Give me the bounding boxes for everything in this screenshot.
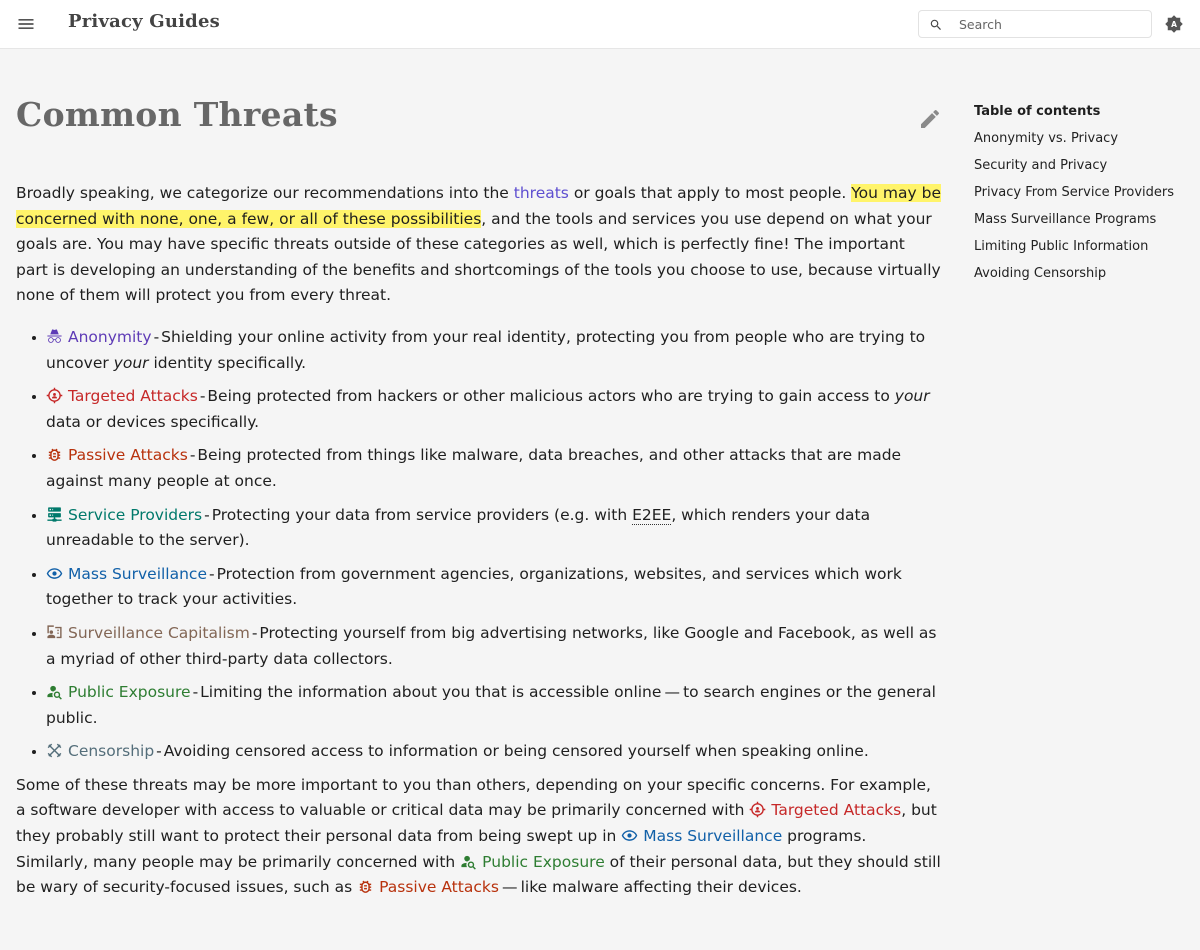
- eye-outline-icon: [621, 827, 638, 844]
- account-cash-icon: [46, 624, 63, 641]
- threat-list: [16, 325, 941, 765]
- intro-paragraph: Broadly speaking, we categorize our recommendations into the threats or goals that apply to most people. You may be concerned with none, one, a few, or all of these possibilities, and the tools and services you use depend on what your goals are. You may have specific threats outside of these categories as well, which is perfectly fine! The important part is developing an understanding of the benefits and shortcomings of the tools you choose to use, because virtually none of them will protect you from every threat.: [16, 184, 941, 305]
- highlighted-text: You may be concerned with none, one, a few, or all of these possibilities: [16, 184, 941, 228]
- menu-icon[interactable]: [16, 14, 36, 34]
- bug-icon: [46, 446, 63, 463]
- mass-surveillance-link[interactable]: Mass Surveillance: [46, 565, 207, 583]
- toc-item-privacy-from-service-providers[interactable]: Privacy From Service Providers: [974, 185, 1175, 200]
- eye-outline-icon: [46, 565, 63, 582]
- threat-item-surveillance-capitalism: Surveillance Capitalism - Protecting yourself from big advertising networks, like Google and Facebook, as well as a myriad of other third-party data collectors.: [16, 621, 941, 672]
- table-of-contents: [974, 103, 1190, 292]
- threat-item-service-providers: Service Providers - Protecting your data from service providers (e.g. with E2EE, which renders your data unreadable to the server).: [16, 503, 941, 554]
- account-search-icon: [460, 853, 477, 870]
- threat-item-public-exposure: Public Exposure - Limiting the information about you that is accessible online — to search engines or the general public.: [16, 680, 941, 731]
- incognito-icon: [46, 328, 63, 345]
- passive-attacks-link[interactable]: Passive Attacks: [46, 446, 188, 464]
- search-icon: [929, 17, 943, 31]
- article-content: [16, 181, 941, 901]
- service-providers-link[interactable]: Service Providers: [46, 506, 202, 524]
- edit-pencil-icon[interactable]: [918, 107, 942, 131]
- toc-item-avoiding-censorship[interactable]: Avoiding Censorship: [974, 266, 1107, 281]
- threat-item-targeted-attacks: Targeted Attacks - Being protected from hackers or other malicious actors who are trying to gain access to your data or devices specifically.: [16, 384, 941, 435]
- target-account-icon: [46, 387, 63, 404]
- toc-item-limiting-public-information[interactable]: Limiting Public Information: [974, 239, 1149, 254]
- mass-surveillance-inline-link[interactable]: Mass Surveillance: [621, 827, 782, 845]
- close-box-multiple-icon: [46, 742, 63, 759]
- search-input[interactable]: [959, 14, 1145, 34]
- closing-paragraph: Some of these threats may be more important to you than others, depending on your specific concerns. For example, a software developer with access to valuable or critical data may be primarily concerned with Targeted Attacks, but they probably still want to protect their personal data from being swept up in Mass Surveillance programs. Similarly, many people may be primarily concerned with Public Exposure of their personal data, but they should still be wary of security-focused issues, such as Passive Attacks — like malware affecting their devices.: [16, 775, 941, 897]
- theme-toggle-icon[interactable]: [1164, 14, 1184, 34]
- targeted-attacks-inline-link[interactable]: Targeted Attacks: [749, 801, 901, 819]
- threats-link[interactable]: threats: [513, 184, 569, 202]
- anonymity-link[interactable]: Anonymity: [46, 328, 152, 346]
- threat-item-mass-surveillance: Mass Surveillance - Protection from government agencies, organizations, websites, and services which work together to track your activities.: [16, 562, 941, 613]
- threat-item-passive-attacks: Passive Attacks - Being protected from things like malware, data breaches, and other attacks that are made against many people at once.: [16, 443, 941, 494]
- account-search-icon: [46, 683, 63, 700]
- server-network-icon: [46, 506, 63, 523]
- target-account-icon: [749, 801, 766, 818]
- toc-title: Table of contents: [974, 104, 1101, 119]
- e2ee-abbreviation[interactable]: E2EE: [632, 505, 672, 524]
- site-title[interactable]: Privacy Guides: [68, 11, 220, 32]
- public-exposure-inline-link[interactable]: Public Exposure: [460, 853, 605, 871]
- surveillance-capitalism-link[interactable]: Surveillance Capitalism: [46, 624, 250, 642]
- targeted-attacks-link[interactable]: Targeted Attacks: [46, 387, 198, 405]
- top-header: [0, 0, 1200, 49]
- passive-attacks-inline-link[interactable]: Passive Attacks: [357, 878, 499, 896]
- bug-icon: [357, 878, 374, 895]
- search-box[interactable]: [918, 10, 1152, 38]
- threat-item-censorship: Censorship - Avoiding censored access to information or being censored yourself when speaking online.: [16, 739, 941, 765]
- svg-text:A: A: [1171, 19, 1177, 29]
- toc-item-security-and-privacy[interactable]: Security and Privacy: [974, 158, 1108, 173]
- public-exposure-link[interactable]: Public Exposure: [46, 683, 191, 701]
- threat-item-anonymity: Anonymity - Shielding your online activity from your real identity, protecting you from people who are trying to uncover your identity specifically.: [16, 325, 941, 376]
- censorship-link[interactable]: Censorship: [46, 742, 154, 760]
- toc-item-anonymity-vs-privacy[interactable]: Anonymity vs. Privacy: [974, 131, 1119, 146]
- toc-item-mass-surveillance-programs[interactable]: Mass Surveillance Programs: [974, 212, 1157, 227]
- page-title: Common Threats: [16, 95, 338, 134]
